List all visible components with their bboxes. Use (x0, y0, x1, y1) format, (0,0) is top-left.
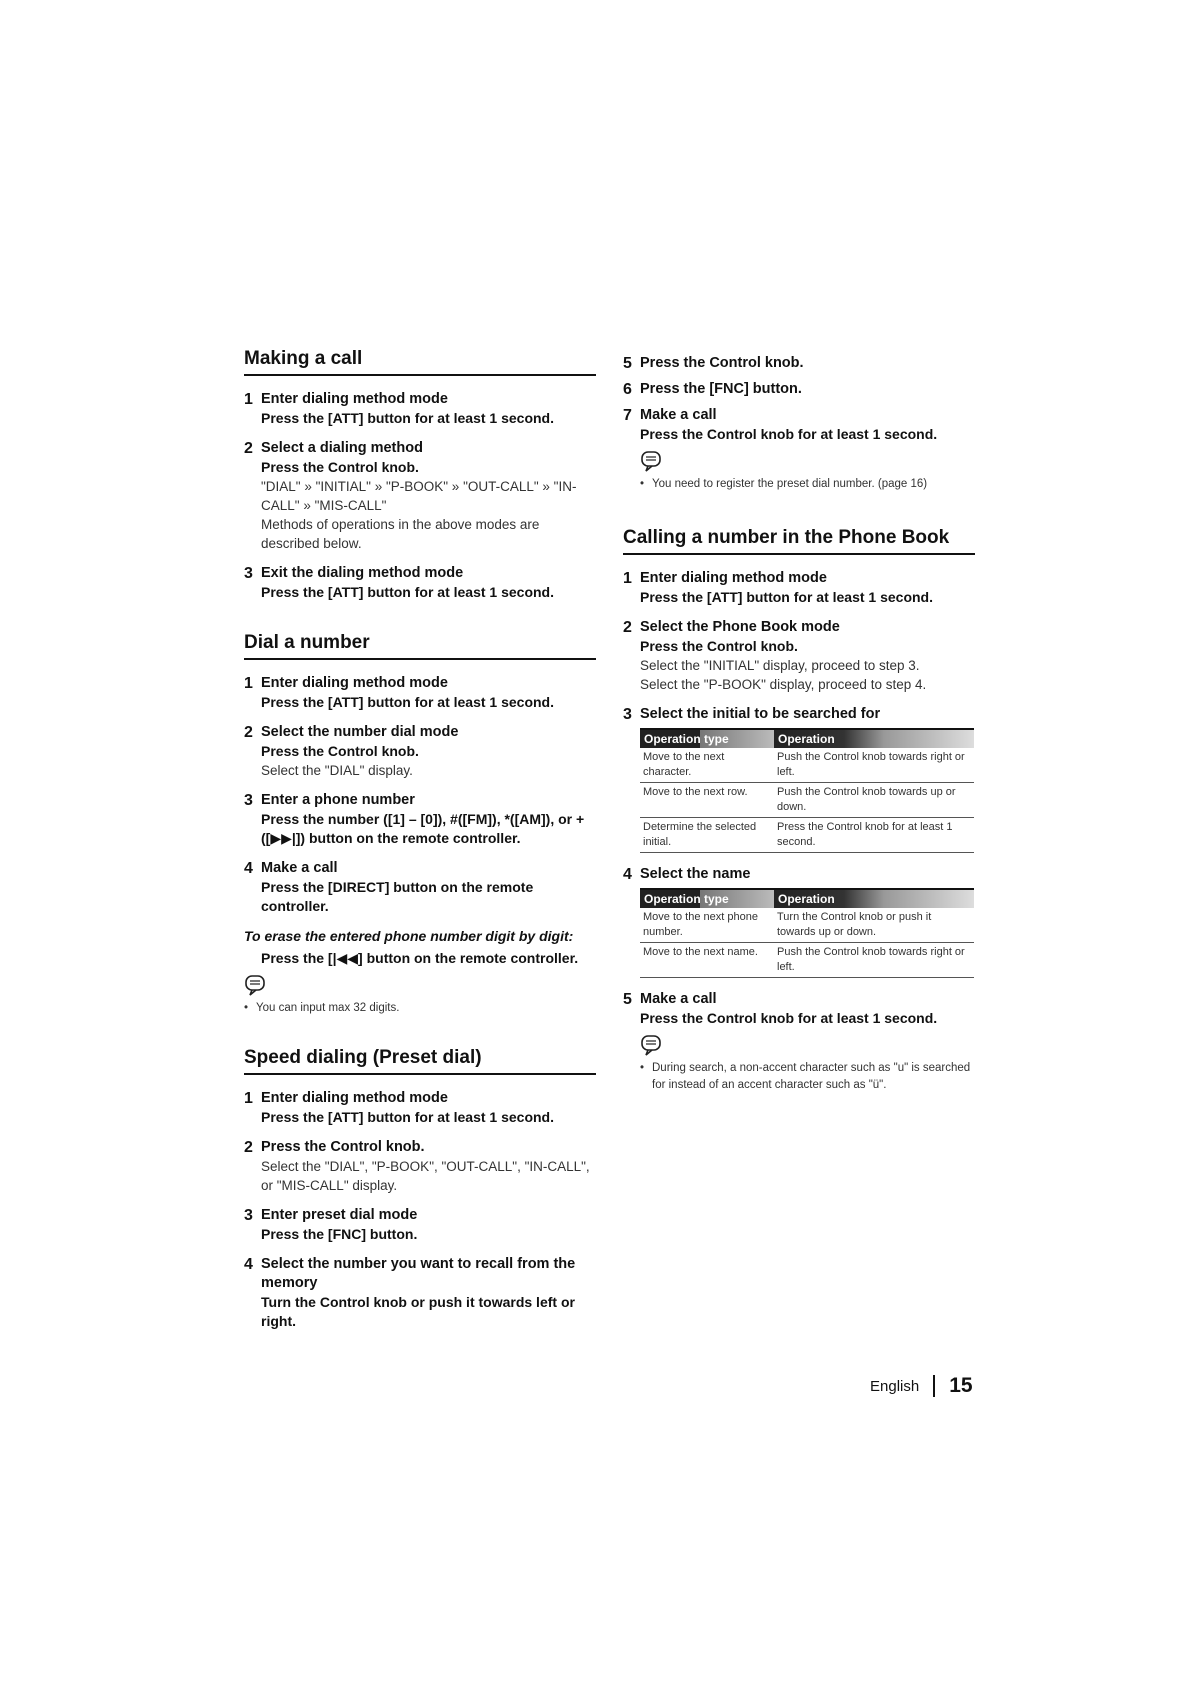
step-heading: Press the [FNC] button. (640, 381, 802, 397)
step (244, 1138, 596, 1195)
note-text: • You can input max 32 digits. (244, 1002, 400, 1014)
step-description: Select the "DIAL" display. (261, 763, 413, 778)
step-instruction: Press the [ATT] button for at least 1 second. (261, 1109, 555, 1125)
section-title: Speed dialing (Preset dial) (244, 1047, 596, 1075)
step-instruction: Press the Control knob. (261, 459, 419, 475)
note-icon (244, 974, 268, 996)
step-number: 6 (623, 381, 632, 398)
step-description: Methods of operations in the above modes are described below. (261, 517, 540, 551)
step (244, 564, 596, 602)
step (244, 1206, 596, 1244)
step (244, 723, 596, 780)
table-cell: Move to the next name. (640, 943, 774, 978)
erase-digit-heading: To erase the entered phone number digit by digit: (244, 928, 574, 944)
step (623, 865, 975, 884)
step-description: "DIAL" » "INITIAL" » "P-BOOK" » "OUT-CALL" » "IN-CALL" » "MIS-CALL" (261, 479, 577, 513)
table-header: Operation (774, 889, 974, 908)
step (244, 1255, 596, 1331)
table-cell: Turn the Control knob or push it towards up or down. (774, 908, 974, 943)
step-heading: Exit the dialing method mode (261, 565, 464, 581)
step-heading: Make a call (640, 407, 717, 423)
footer-divider (933, 1375, 935, 1397)
step-number: 7 (623, 407, 632, 424)
step-heading: Press the Control knob. (640, 355, 804, 371)
step-number: 1 (244, 675, 253, 692)
step-instruction: Press the [ATT] button for at least 1 second. (640, 589, 934, 605)
step-instruction: Press the Control knob for at least 1 second. (640, 426, 938, 442)
table-cell: Push the Control knob towards right or left. (774, 748, 974, 783)
table-header: Operation (774, 729, 974, 748)
step (623, 406, 975, 493)
table-row (640, 818, 974, 853)
step-number: 5 (623, 355, 632, 372)
step-heading: Select the number you want to recall from the memory (261, 1256, 576, 1291)
step (623, 990, 975, 1094)
step (623, 380, 975, 399)
step (244, 1089, 596, 1127)
step-heading: Select the Phone Book mode (640, 619, 840, 635)
table-cell: Move to the next character. (640, 748, 774, 783)
section-speed-dialing (244, 1047, 596, 1331)
step-instruction: Press the number ([1] – [0]), #([FM]), *([AM]), or +([▶▶|]) button on the remote controller. (261, 811, 585, 846)
step-heading: Enter dialing method mode (261, 1090, 448, 1106)
step (244, 390, 596, 428)
step-instruction: Press the [DIRECT] button on the remote controller. (261, 879, 534, 914)
section-title: Dial a number (244, 632, 596, 660)
step-description: Select the "P-BOOK" display, proceed to step 4. (640, 677, 927, 692)
note-icon (640, 450, 664, 472)
note-icon (640, 1034, 664, 1056)
step-heading: Enter preset dial mode (261, 1207, 418, 1223)
step (244, 674, 596, 712)
step-heading: Select a dialing method (261, 440, 423, 456)
step-number: 2 (244, 1139, 253, 1156)
step-heading: Select the initial to be searched for (640, 706, 881, 722)
step (244, 859, 596, 916)
section-title: Calling a number in the Phone Book (623, 527, 975, 555)
step-heading: Make a call (640, 991, 717, 1007)
step-number: 2 (623, 619, 632, 636)
section-making-a-call (244, 348, 596, 602)
step-number: 4 (244, 860, 253, 877)
table-cell: Determine the selected initial. (640, 818, 774, 853)
step-number: 3 (244, 1207, 253, 1224)
right-column (623, 354, 975, 1105)
step (244, 439, 596, 553)
step-number: 3 (244, 565, 253, 582)
step (244, 791, 596, 848)
step (623, 618, 975, 694)
page-footer (870, 1374, 973, 1398)
step-description: Select the "DIAL", "P-BOOK", "OUT-CALL", "IN-CALL", or "MIS-CALL" display. (261, 1159, 590, 1193)
step-number: 4 (244, 1256, 253, 1273)
step-heading: Select the name (640, 866, 751, 882)
step-instruction: Press the Control knob. (640, 638, 798, 654)
step-number: 2 (244, 440, 253, 457)
operation-table-name (640, 888, 974, 978)
step-instruction: Turn the Control knob or push it towards left or right. (261, 1294, 575, 1329)
section-title: Making a call (244, 348, 596, 376)
table-header: Operation type (640, 889, 774, 908)
step-description: Select the "INITIAL" display, proceed to step 3. (640, 658, 920, 673)
step (623, 354, 975, 373)
table-row (640, 908, 974, 943)
step-heading: Enter dialing method mode (640, 570, 827, 586)
footer-language: English (870, 1377, 920, 1395)
step-number: 3 (623, 706, 632, 723)
table-cell: Move to the next phone number. (640, 908, 774, 943)
step-heading: Press the Control knob. (261, 1139, 425, 1155)
table-cell: Press the Control knob for at least 1 second. (774, 818, 974, 853)
step-heading: Enter a phone number (261, 792, 415, 808)
step-instruction: Press the [ATT] button for at least 1 second. (261, 584, 555, 600)
step-heading: Enter dialing method mode (261, 675, 448, 691)
step-instruction: Press the [ATT] button for at least 1 second. (261, 410, 555, 426)
table-cell: Move to the next row. (640, 783, 774, 818)
step-heading: Make a call (261, 860, 338, 876)
step-instruction: Press the Control knob for at least 1 second. (640, 1010, 938, 1026)
step-number: 2 (244, 724, 253, 741)
step-number: 4 (623, 866, 632, 883)
page-number: 15 (949, 1374, 973, 1397)
step-heading: Select the number dial mode (261, 724, 459, 740)
step-number: 1 (244, 391, 253, 408)
note-text: • During search, a non-accent character such as "u" is searched for instead of an accent character such as "ü". (640, 1062, 971, 1091)
table-cell: Push the Control knob towards right or left. (774, 943, 974, 978)
table-row (640, 943, 974, 978)
note-text: • You need to register the preset dial number. (page 16) (640, 478, 928, 490)
step-number: 1 (244, 1090, 253, 1107)
section-phone-book (623, 527, 975, 1094)
step-instruction: Press the [FNC] button. (261, 1226, 418, 1242)
step-number: 1 (623, 570, 632, 587)
step-heading: Enter dialing method mode (261, 391, 448, 407)
step-instruction: Press the [ATT] button for at least 1 second. (261, 694, 555, 710)
step-instruction: Press the Control knob. (261, 743, 419, 759)
table-row (640, 783, 974, 818)
step-number: 5 (623, 991, 632, 1008)
step (623, 569, 975, 607)
table-header: Operation type (640, 729, 774, 748)
erase-digit-instruction: Press the [|◀◀] button on the remote controller. (261, 950, 579, 966)
table-row (640, 748, 974, 783)
table-cell: Push the Control knob towards up or down. (774, 783, 974, 818)
step (623, 705, 975, 724)
section-dial-a-number (244, 632, 596, 1017)
step-number: 3 (244, 792, 253, 809)
operation-table-initial (640, 728, 974, 853)
left-column (244, 348, 596, 1342)
